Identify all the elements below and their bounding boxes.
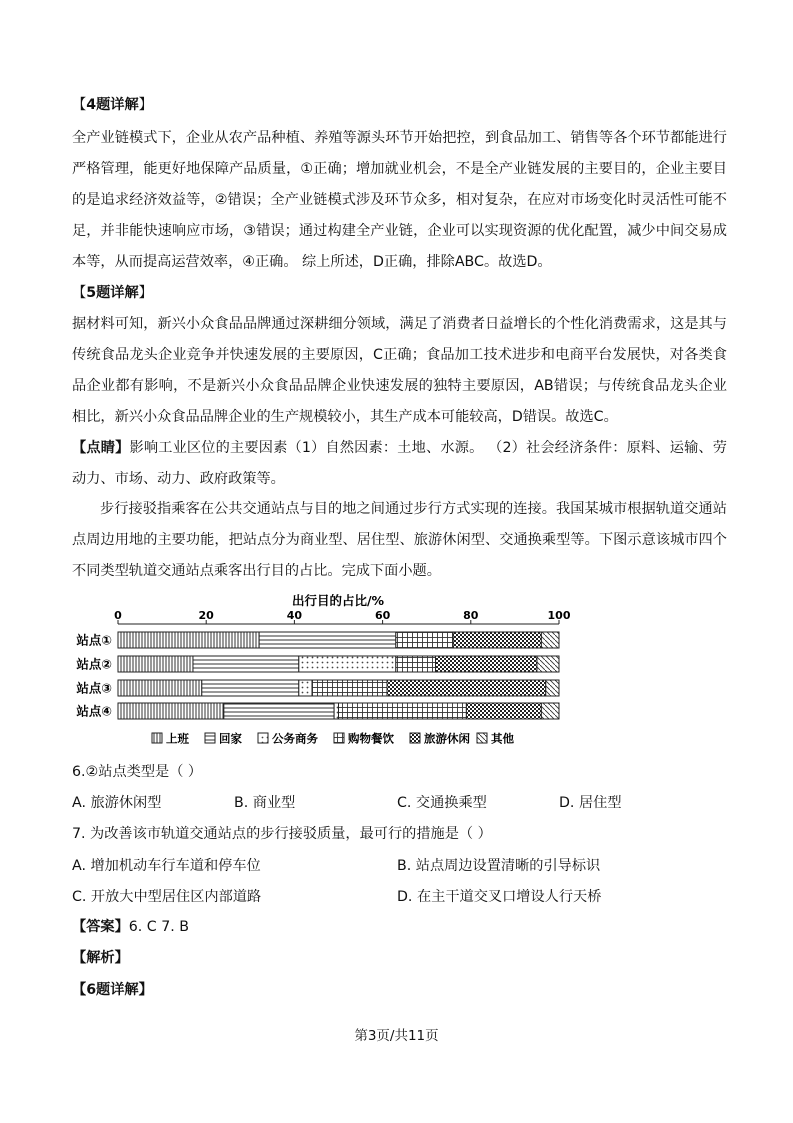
bar-segment-tourism: [453, 632, 541, 648]
answer-label: 【答案】: [72, 919, 129, 935]
chart-title: 出行目的占比/%: [291, 593, 385, 608]
bar-segment-home: [193, 656, 299, 672]
bar-segment-business: [334, 703, 338, 719]
answer-line: [72, 917, 189, 937]
legend-swatch-business: [258, 733, 268, 743]
q6-option-c: C. 交通换乘型: [397, 795, 487, 811]
x-tick-label: 20: [198, 609, 214, 622]
q6-option-b: B. 商业型: [234, 795, 296, 811]
bar-segment-tourism: [436, 656, 537, 672]
section-5-heading-text: 5题详解: [86, 285, 139, 301]
q7-option-c: C. 开放大中型居住区内部道路: [72, 889, 262, 905]
legend-swatch-work: [152, 733, 162, 743]
legend-label-other: 其他: [491, 731, 514, 746]
question-7-stem: 7. 为改善该市轨道交通站点的步行接驳质量，最可行的措施是（ ）: [72, 826, 492, 842]
tip-paragraph: [72, 433, 727, 495]
bar-segment-other: [546, 680, 559, 696]
x-tick-label: 0: [114, 609, 122, 622]
category-labels: [76, 633, 112, 719]
x-tick-label: 100: [547, 609, 571, 622]
section-4-heading: 【4题详解】: [72, 97, 153, 113]
bar-segment-other: [541, 703, 559, 719]
category-label: 站点③: [76, 680, 112, 696]
section-4-heading-text: 4题详解: [86, 97, 139, 113]
intro-paragraph: 步行接驳指乘客在公共交通站点与目的地之间通过步行方式实现的连接。我国某城市根据轨道交通站点周边用地的主要功能，把站点分为商业型、居住型、旅游休闲型、交通换乘型等。下图示意该城市四个不同类型轨道交通站点乘客出行目的占比。完成下面小题。: [72, 501, 727, 579]
q6-option-d: D. 居住型: [559, 795, 622, 811]
bar-segment-tourism: [466, 703, 541, 719]
bar-segment-work: [118, 680, 202, 696]
bar-segment-home: [259, 632, 396, 648]
legend-label-shopping: 购物餐饮: [348, 731, 394, 746]
legend-label-home: 回家: [219, 731, 242, 746]
x-tick-label: 80: [463, 609, 479, 622]
analysis-label: 【解析】: [72, 950, 129, 966]
x-tick-label: 60: [374, 609, 391, 622]
legend-label-tourism: 旅游休闲: [424, 731, 470, 746]
question-6-stem: 6.②站点类型是（ ）: [72, 764, 203, 780]
bar-segment-home: [202, 680, 299, 696]
section-5-heading: 【5题详解】: [72, 285, 153, 301]
bar-segment-business: [299, 680, 312, 696]
bar-segment-shopping: [312, 680, 387, 696]
x-axis: [114, 609, 571, 624]
bar-segment-shopping: [339, 703, 467, 719]
bar-segment-shopping: [396, 632, 453, 648]
legend-label-work: 上班: [166, 731, 189, 746]
legend-swatch-other: [477, 733, 487, 743]
tip-label: 【点睛】: [72, 440, 130, 456]
q6-option-a: A. 旅游休闲型: [72, 795, 162, 811]
bar-segment-work: [118, 656, 193, 672]
bar-segment-home: [224, 703, 334, 719]
trip-purpose-chart: [0, 590, 793, 760]
section-4-body: 全产业链模式下，企业从农产品种植、养殖等源头环节开始把控，到食品加工、销售等各个环节都能进行严格管理，能更好地保障产品质量，①正确；增加就业机会，不是全产业链发展的主要目的，企业主要目的是追求经济效益等，②错误；全产业链模式涉及环节众多，相对复杂，在应对市场变化时灵活性可能不足，并非能快速响应市场，③错误；通过构建全产业链，企业可以实现资源的优化配置，减少中间交易成本等，从而提高运营效率，④正确。 综上所述，D正确，排除ABC。故选D。: [72, 130, 727, 270]
bar-area: [118, 632, 559, 719]
legend-swatch-tourism: [410, 733, 420, 743]
section-6-heading: 【6题详解】: [72, 982, 153, 998]
page-footer: 第3页/共11页: [354, 1028, 439, 1044]
tip-body: 影响工业区位的主要因素（1）自然因素：土地、水源。 （2）社会经济条件：原料、运输、劳动力、市场、动力、政府政策等。: [72, 440, 727, 487]
section-5-body: 据材料可知，新兴小众食品品牌通过深耕细分领域，满足了消费者日益增长的个性化消费需求，这是其与传统食品龙头企业竞争并快速发展的主要原因，C正确；食品加工技术进步和电商平台发展快，对各类食品企业都有影响，不是新兴小众食品品牌企业快速发展的独特主要原因，AB错误；与传统食品龙头企业相比，新兴小众食品品牌企业的生产规模较小，其生产成本可能较高，D错误。故选C。: [72, 316, 727, 425]
bar-segment-work: [118, 632, 259, 648]
category-label: 站点④: [76, 703, 112, 719]
bar-segment-other: [537, 656, 559, 672]
q7-option-a: A. 增加机动车行车道和停车位: [72, 858, 261, 874]
q7-option-d: D. 在主干道交叉口增设人行天桥: [397, 889, 602, 905]
bar-segment-business: [299, 656, 396, 672]
bar-segment-shopping: [396, 656, 436, 672]
legend-label-business: 公务商务: [272, 731, 318, 746]
category-label: 站点②: [76, 656, 112, 672]
legend-swatch-home: [205, 733, 215, 743]
q7-option-b: B. 站点周边设置清晰的引导标识: [397, 858, 601, 874]
legend-swatch-shopping: [334, 733, 344, 743]
chart-legend: [152, 732, 514, 746]
bar-segment-other: [541, 632, 559, 648]
bar-segment-work: [118, 703, 224, 719]
x-tick-label: 40: [286, 609, 303, 622]
category-label: 站点①: [76, 632, 112, 648]
bar-segment-tourism: [387, 680, 546, 696]
answer-value: 6. C 7. B: [128, 919, 190, 935]
